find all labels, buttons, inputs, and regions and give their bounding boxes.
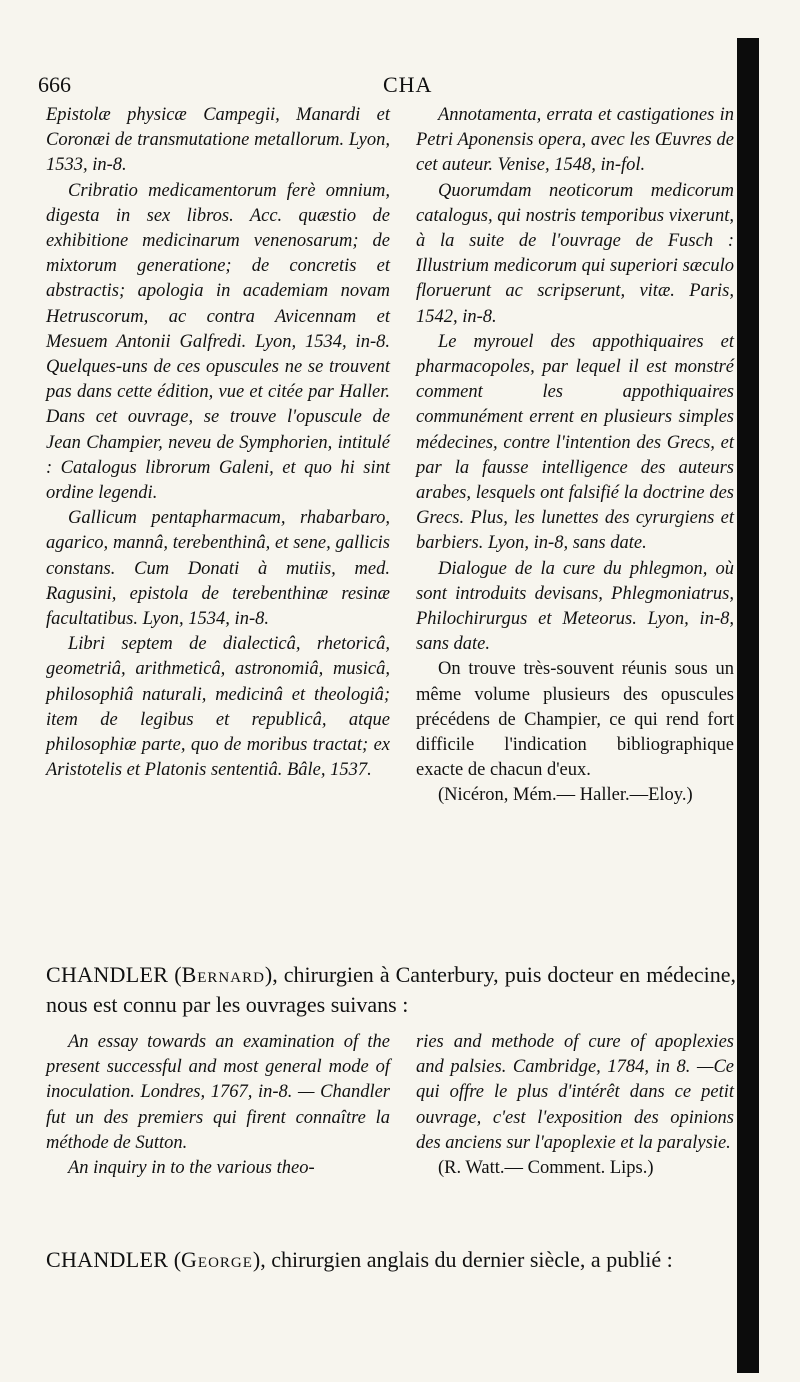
citation: (R. Watt.— Comment. Lips.) — [438, 1158, 654, 1179]
entry-chandler-bernard: CHANDLER (Bernard), chirurgien à Canterbury, puis docteur en médecine, nous est connu par les ouvrages suivans : — [46, 962, 737, 1017]
page-number: 666 — [38, 72, 71, 97]
entry-given-name: George — [181, 1247, 253, 1272]
entry-given-name: Bernard — [181, 962, 265, 987]
paragraph: Gallicum pentapharmacum, rhabarbaro, agarico, mannâ, terebenthinâ, et sene, gallicis constans. Cum Donati à mutiis, med. Ragusini, epistola de terebenthinæ resinæ facultatibus. Lyon, 1534, in-8. — [46, 508, 390, 630]
citation: (Nicéron, Mém.— Haller.—Eloy.) — [438, 785, 693, 806]
entry-chandler-george: CHANDLER (George), chirurgien anglais du dernier siècle, a publié : — [46, 1247, 673, 1272]
paragraph: On trouve très-souvent réunis sous un même volume plusieurs des opuscules précédens de Champier, ce qui rend fort difficile l'indication bibliographique exacte de chacun d'eux. — [416, 659, 734, 781]
right-column-top — [416, 103, 734, 809]
entry-name: CHANDLER — [46, 962, 169, 987]
paragraph: ries and methode of cure of apoplexies and palsies. Cambridge, 1784, in 8. —Ce qui offre le plus d'intérêt dans ce petit ouvrage, c'est l'exposition des opinions des anciens sur l'apoplexie et la paralysie. — [416, 1032, 734, 1153]
left-column-top — [46, 103, 390, 783]
right-column-bottom — [416, 1030, 734, 1181]
paragraph: An inquiry in to the various theo- — [68, 1158, 315, 1179]
paragraph: Le myrouel des appothiquaires et pharmacopoles, par lequel il est monstré comment les appothiquaires communément errent en plusieurs simples médecines, contre l'intention des Grecs, et par la fausse intelligence des auteurs arabes, lesquels ont falsifié la doctrine des Grecs. Plus, les lunettes des cyrurgiens et barbiers. Lyon, in-8, sans date. — [416, 331, 734, 554]
paragraph: Quorumdam neoticorum medicorum catalogus, qui nostris temporibus vixerunt, à la suite de l'ouvrage de Fusch : Illustrium medicorum qui superiori sæculo floruerunt ac scripserunt, vitæ. Paris, 1542, in-8. — [416, 180, 734, 327]
page-header — [38, 72, 738, 102]
entry-text: ), chirurgien à Canterbury, puis docteur en médecine, nous est connu par les ouvrages suivans : — [46, 962, 737, 1017]
paragraph: Annotamenta, errata et castigationes in Petri Aponensis opera, avec les Œuvres de cet auteur. Venise, 1548, in-fol. — [416, 105, 734, 176]
paragraph: Libri septem de dialecticâ, rhetoricâ, geometriâ, arithmeticâ, astronomiâ, musicâ, philosophiâ naturali, medicinâ et theologiâ; item de legibus et republicâ, atque philosophiæ parte, quo de moribus tractat; ex Aristotelis et Platonis sententiâ. Bâle, 1537. — [46, 634, 390, 781]
paragraph: An essay towards an examination of the present successful and most general mode of inoculation. Londres, 1767, in-8. — Chandler fut un des premiers qui firent connaître la méthode de Sutton. — [46, 1032, 390, 1153]
entry-text: ), chirurgien anglais du dernier siècle, a publié : — [252, 1247, 673, 1272]
paragraph: Epistolæ physicæ Campegii, Manardi et Coronæi de transmutatione metallorum. Lyon, 1533, in-8. — [46, 105, 390, 176]
left-column-bottom — [46, 1030, 390, 1181]
entry-name: CHANDLER — [46, 1247, 169, 1272]
paragraph: Dialogue de la cure du phlegmon, où sont introduits devisans, Phlegmoniatrus, Philochirurgus et Meteorus. Lyon, in-8, sans date. — [416, 558, 734, 655]
running-head: CHA — [383, 72, 433, 97]
paragraph: Cribratio medicamentorum ferè omnium, digesta in sex libros. Acc. quæstio de exhibitione medicinarum venenosarum; de mixtorum generatione; de concretis et abstractis; apologia in academiam novam Hetruscorum, ac contra Avicennam et Mesuem Antonii Galfredi. Lyon, 1534, in-8. Quelques-uns de ces opuscules ne se trouvent pas dans cette édition, vue et citée par Haller. Dans cet ouvrage, se trouve l'opuscule de Jean Champier, neveu de Symphorien, intitulé : Catalogus librorum Galeni, et quo hi sint ordine legendi. — [46, 180, 390, 504]
binding-shadow — [737, 38, 759, 1373]
